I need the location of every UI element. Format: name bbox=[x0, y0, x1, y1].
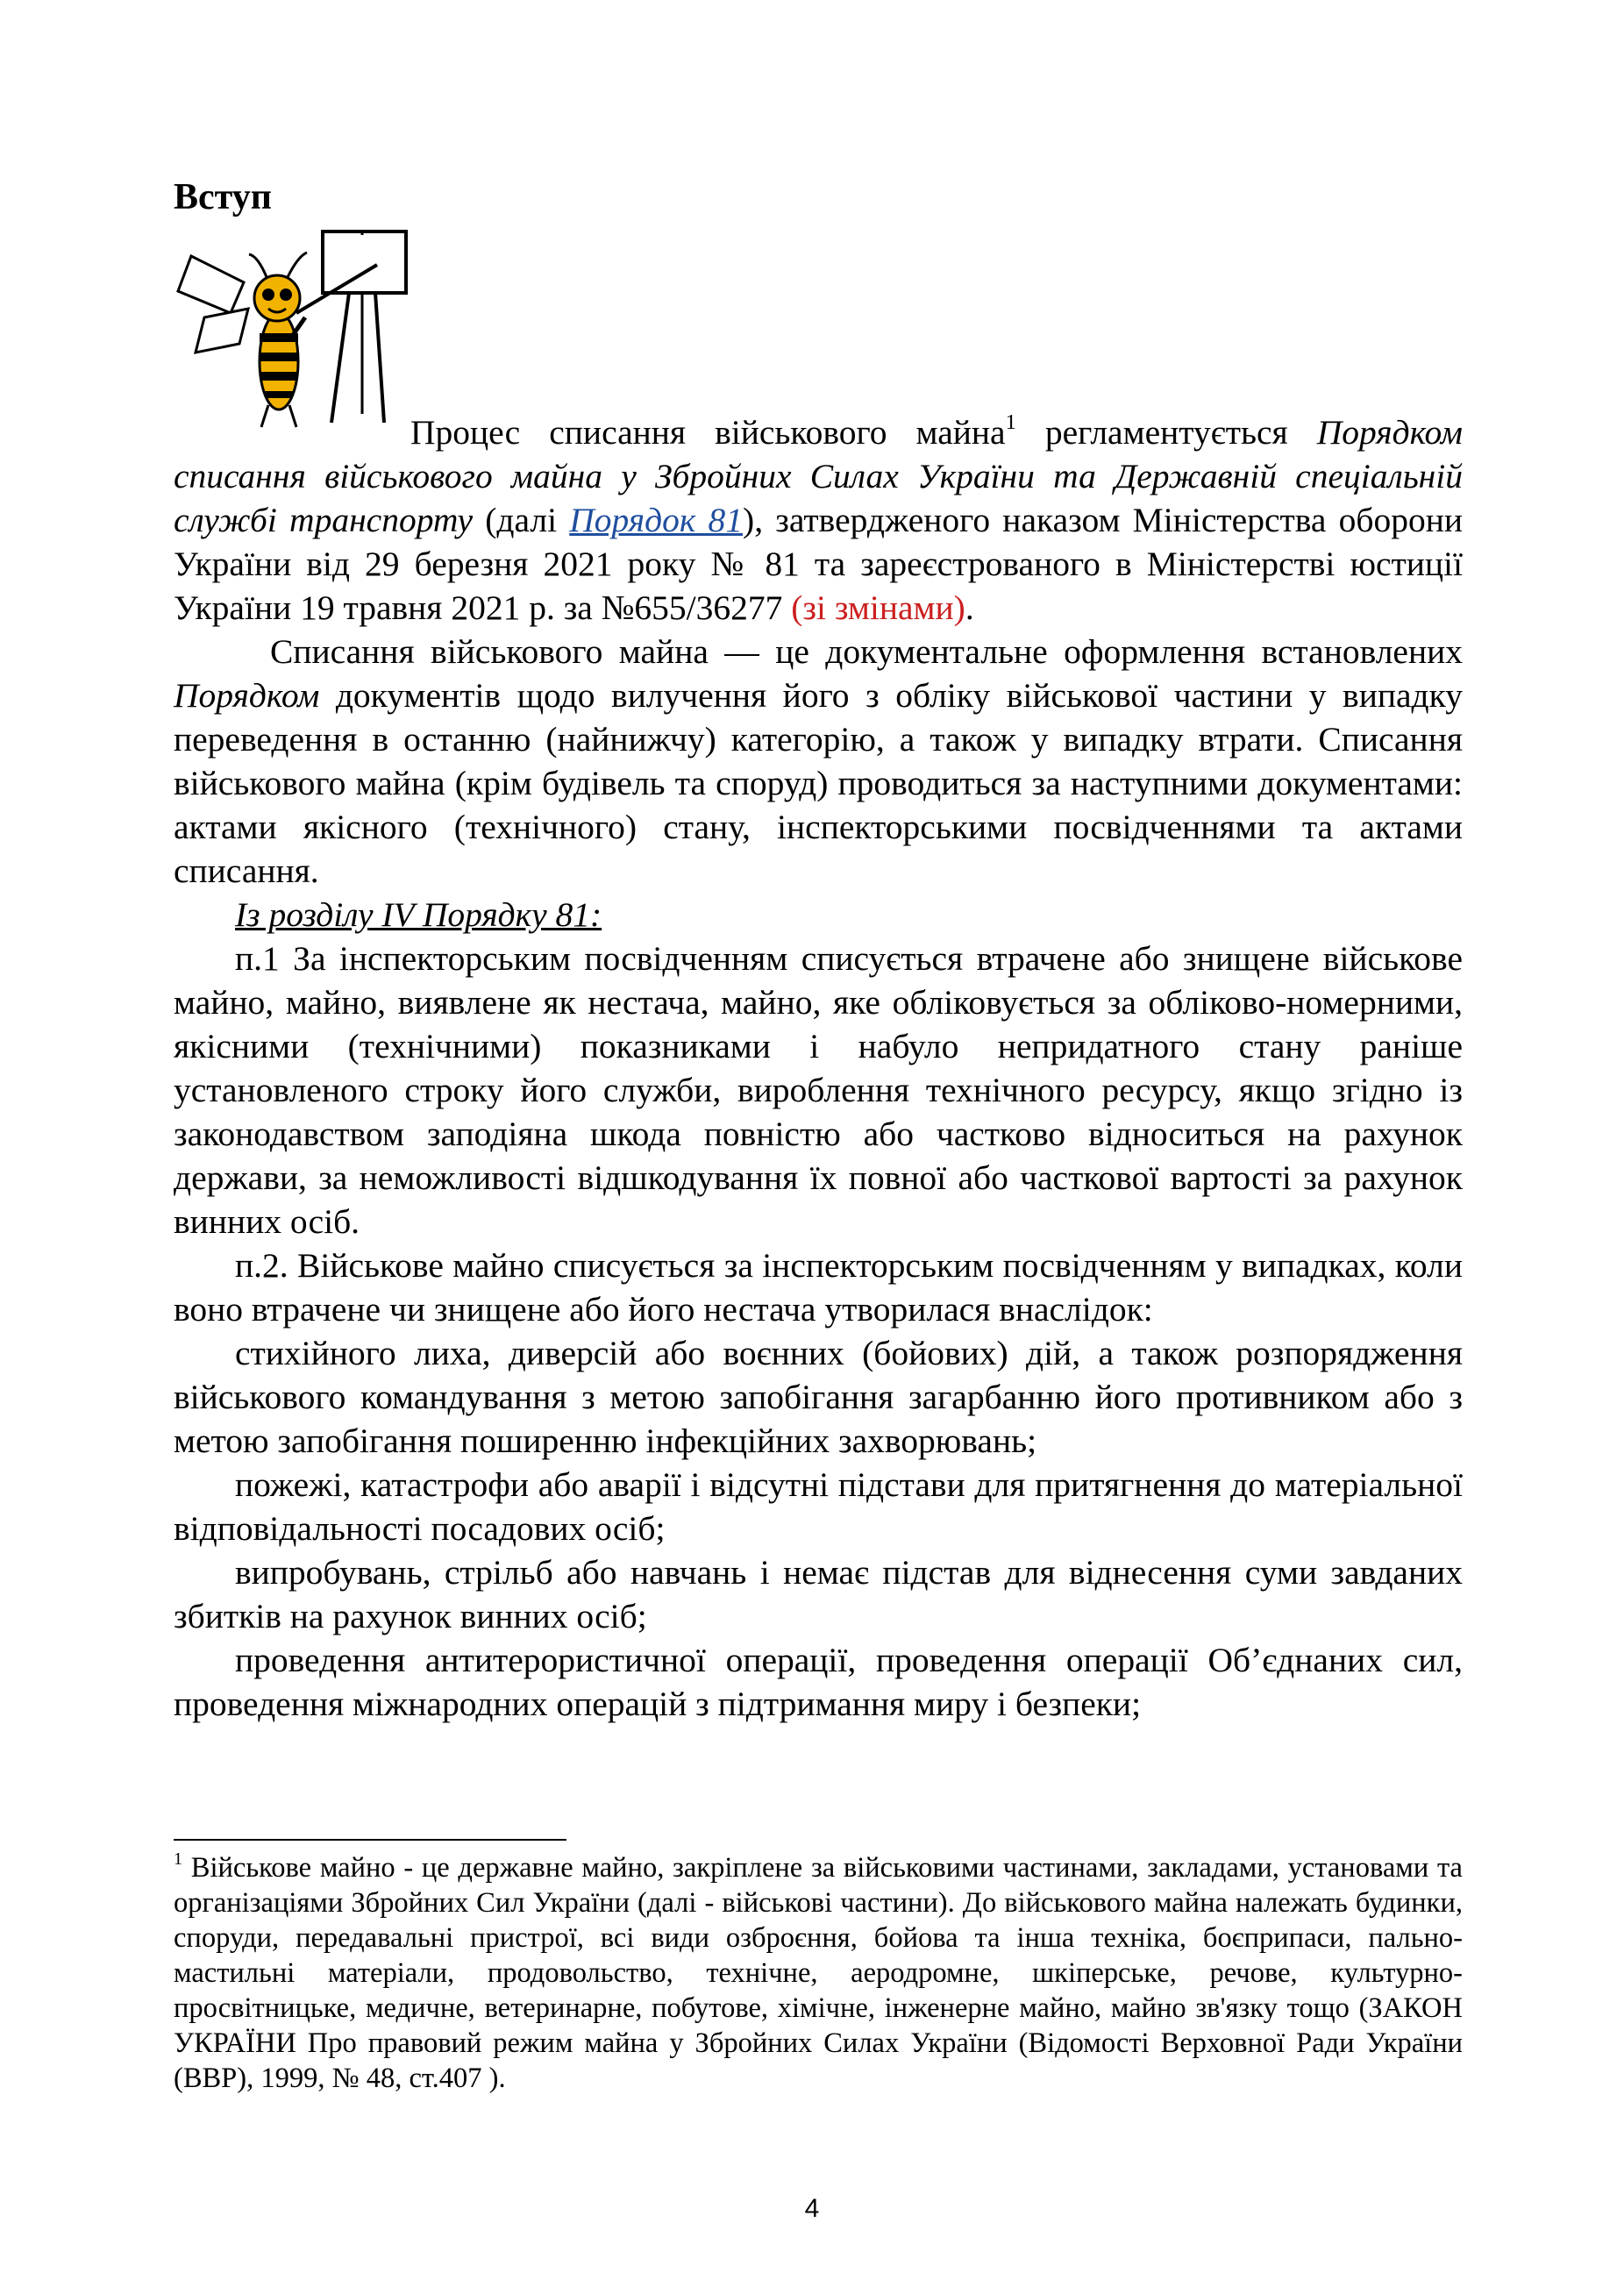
definition-text-b: документів щодо вилучення його з обліку військової частини у випадку переведення в останню (найнижчу) категорію, а також у випадку втрати. Списання військового майна (крім будівель та споруд) проводиться за наступними документами: актами якісного (технічного) стану, інспекторськими посвідченнями та актами списання. bbox=[174, 676, 1463, 890]
list-item: пожежі, катастрофи або аварії і відсутні підстави для притягнення до матеріальної відповідальності посадових осіб; bbox=[174, 1465, 1463, 1548]
bee-teacher-at-easel-icon bbox=[174, 230, 410, 431]
page-body bbox=[174, 175, 1463, 1726]
list-item: стихійного лиха, диверсій або воєнних (бойових) дій, а також розпорядження військового командування з метою запобігання загарбанню його противником або з метою запобігання поширенню інфекційних захворювань; bbox=[174, 1334, 1463, 1460]
section-heading: Вступ bbox=[174, 177, 272, 217]
intro-text-e: . bbox=[965, 588, 974, 627]
intro-text-d: ), затвердженого наказом Міністерства оборони України від 29 березня 2021 року № 81 та зареєстрованого в Міністерстві юстиції України 19 травня 2021 р. за №655/36277 bbox=[174, 501, 1463, 627]
list-item: проведення антитерористичної операції, проведення операції Об’єднаних сил, проведення міжнародних операцій з підтримання миру і безпеки; bbox=[174, 1641, 1463, 1723]
list-item: п.1 За інспекторським посвідченням списується втрачене або знищене військове майно, майно, виявлене як нестача, майно, яке обліковується за обліково-номерними, якісними (технічними) показниками і набуло непридатного стану раніше установленого строку його служби, вироблення технічного ресурсу, якщо згідно із законодавством заподіяна шкода повністю або частково відноситься на рахунок держави, за неможливості відшкодування їх повної або часткової вартості за рахунок винних осіб. bbox=[174, 939, 1463, 1241]
footnote-text: Військове майно - це державне майно, закріплене за військовими частинами, закладами, установами та організаціями Збройних Сил України (далі - військові частини). До військового майна належать будинки, споруди, передавальні пристрої, всі види озброєння, бойова та інша техніка, боєприпаси, пально-мастильні матеріали, продовольство, технічне, аеродромне, шкіперське, речове, культурно-просвітницьке, медичне, ветеринарне, побутове, хімічне, інженерне майно, майно зв'язку тощо (ЗАКОН УКРАЇНИ Про правовий режим майна у Збройних Силах України (Відомості Верховної Ради України (ВВР), 1999, № 48, ст.407 ). bbox=[174, 1852, 1463, 2094]
section-iv-reference: Із розділу IV Порядку 81: bbox=[235, 895, 602, 934]
page-number: 4 bbox=[804, 2194, 820, 2223]
list-item: п.2. Військове майно списується за інспекторським посвідченням у випадках, коли воно втрачене чи знищене або його нестача утворилася внаслідок: bbox=[174, 1246, 1463, 1329]
procedure-81-link[interactable]: Порядок 81 bbox=[569, 501, 744, 539]
footnote bbox=[174, 1850, 1463, 2096]
definition-text-a: Списання військового майна — це документальне оформлення встановлених bbox=[270, 632, 1463, 671]
amendments-link[interactable]: (зі змінами) bbox=[791, 588, 965, 627]
footnote-marker[interactable]: 1 bbox=[1005, 410, 1016, 435]
section-reference bbox=[174, 893, 1463, 937]
footnote-divider bbox=[174, 1839, 566, 1841]
footnote-number: 1 bbox=[174, 1849, 183, 1870]
definition-paragraph bbox=[174, 630, 1463, 893]
procedure-title: Порядком списання військового майна у Збройних Силах України та Державній спеціальній службі транспорту bbox=[174, 413, 1463, 539]
procedure-word: Порядком bbox=[174, 676, 320, 715]
intro-block bbox=[174, 219, 1463, 630]
list-item: випробувань, стрільб або навчань і немає підстав для віднесення суми завданих збитків на рахунок винних осіб; bbox=[174, 1553, 1463, 1635]
intro-paragraph bbox=[174, 410, 1463, 630]
intro-text-c: (далі bbox=[473, 501, 570, 539]
intro-text-a: Процес списання військового майна bbox=[410, 413, 1006, 452]
intro-text-b: регламентується bbox=[1015, 413, 1317, 452]
